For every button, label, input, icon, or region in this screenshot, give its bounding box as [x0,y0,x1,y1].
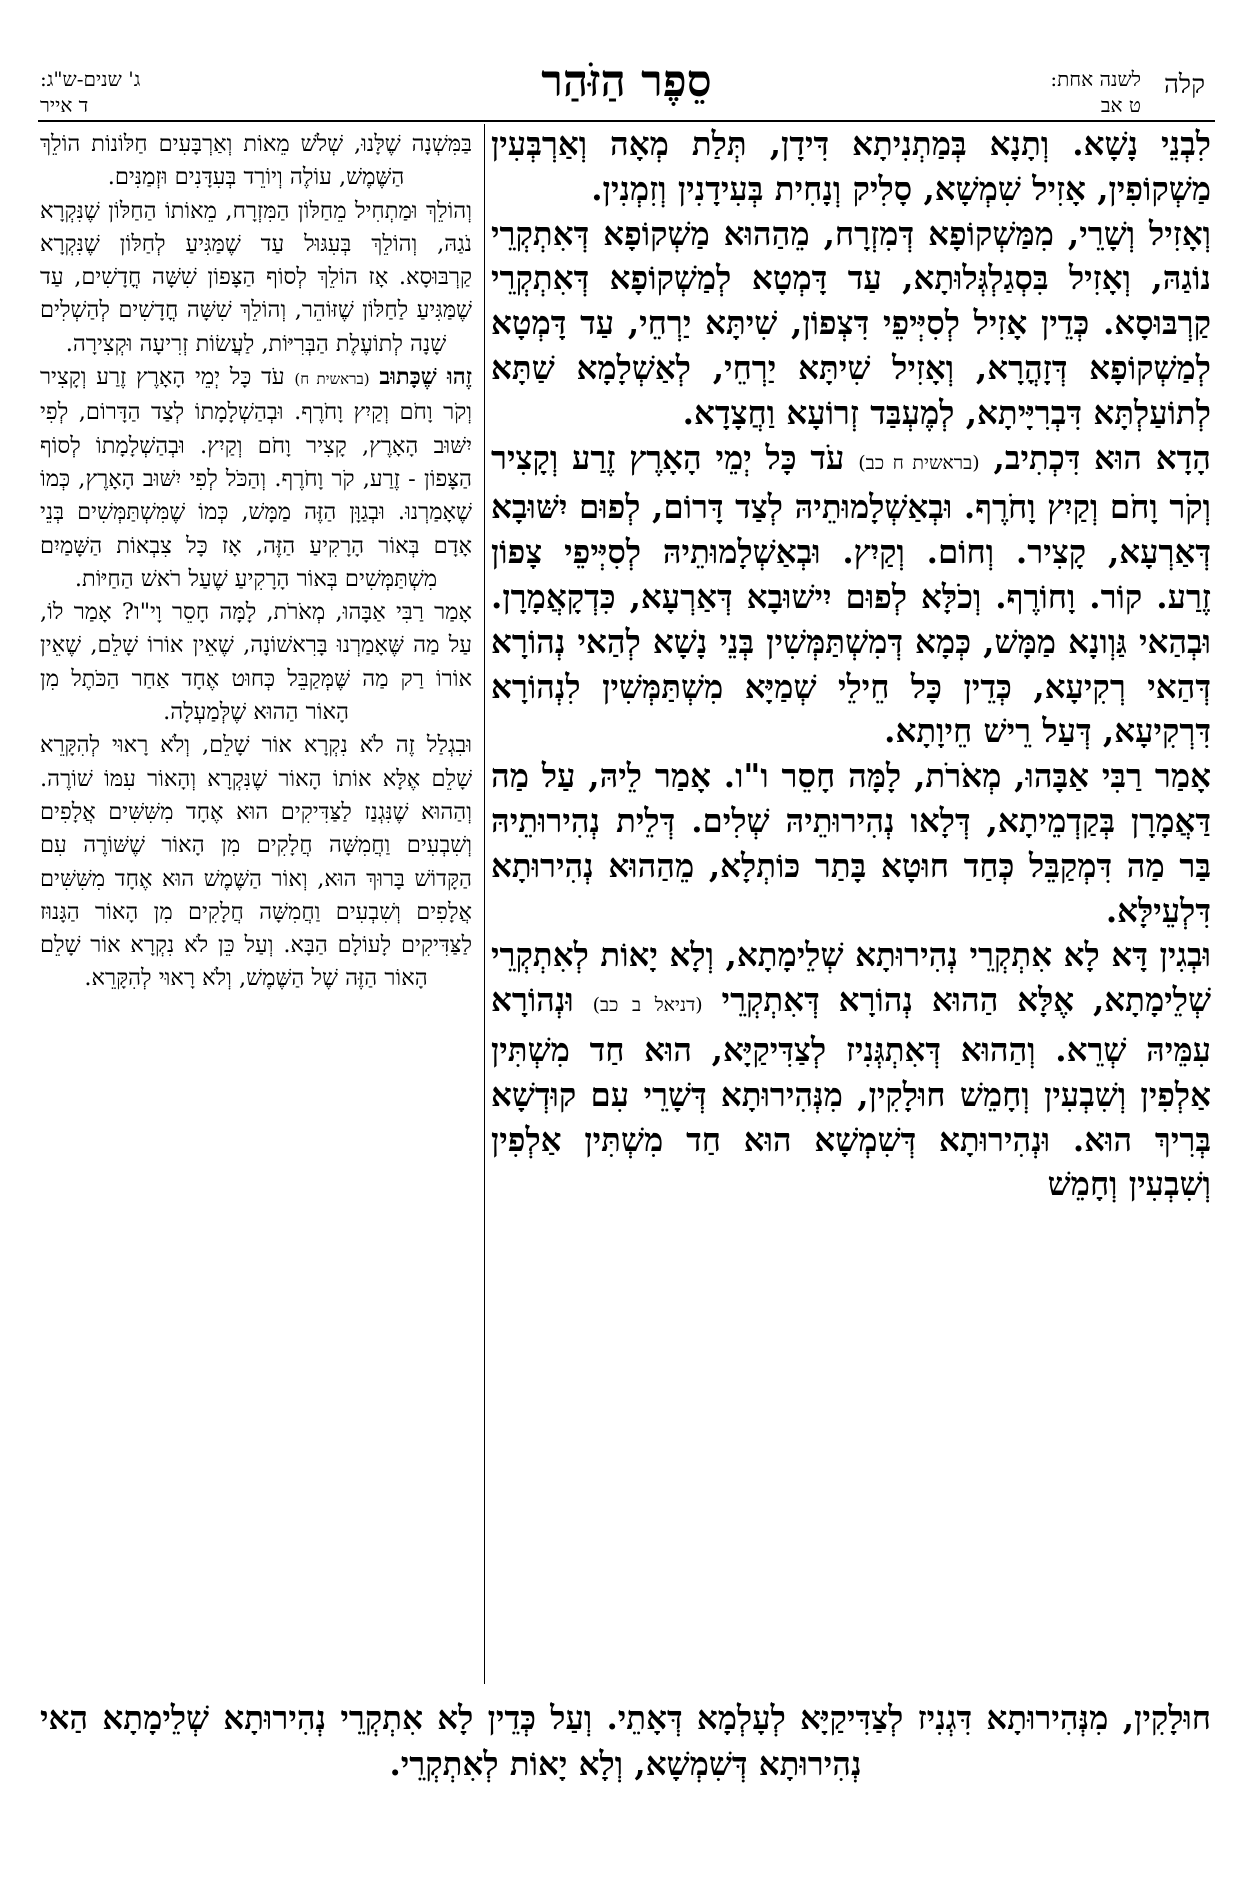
aramaic-continuation [40,1695,1211,1787]
schedule-three-years: ג' שנים-ש"ג: [40,67,141,91]
column-divider [484,124,485,1684]
book-title: סֵפֶר הַזֹּהַר [541,56,712,107]
aramaic-paragraph-2: וְאָזִיל וְשָׁרֵי, מִמַּשְׁקוֹפָא דְּמִזְרָח, מֵהַהוּא מַשְׁקוֹפָא דְּאִתְקְרֵי נוֹגַהּ, וְאָזִיל בִּסְגַלְגְּלוּתָא, עַד דָּמְטָא לְמַשְׁקוֹפָא דְּאִתְקְרֵי קַרְבּוּסָא. כְּדֵין אָזִיל לְסִיְּיפֵי דִּצְפוֹן, שִׁיתָּא יַרְחֵי, עַד דָּמְטָא לְמַשְׁקוֹפָא דְּזָהֳרָא, וְאָזִיל שִׁיתָּא יַרְחֵי, לְאַשְׁלָמָא שַׁתָּא לְתוֹעַלְתָּא דִּבְרִיָּיתָא, לְמֶעְבַּד זְרוֹעָא וַחֲצָדָא. [491,213,1211,432]
aramaic-bottom-paragraph: חוּלָקִין, מִנְּהִירוּתָא דִּגְנִיז לְצַדִּיקַיָּא לְעָלְמָא דְּאָתֵי. וְעַל כְּדֵין לָא אִתְקְרֵי נְהִירוּתָא שְׁלֵימָתָא הַאי נְהִירוּתָא דְּשִׁמְשָׁא, וְלָא יָאוֹת לְאִתְקְרֵי. [40,1698,1211,1783]
verse-citation: (בראשית ח כב) [858,451,980,474]
aramaic-paragraph-3 [491,436,1211,755]
aramaic-paragraph-5 [491,933,1211,1207]
hebrew-translation-column [40,128,472,996]
header-schedule-left [40,66,270,118]
aramaic-paragraph-4: אָמַר רַבִּי אַבָּהוּ, מְאֹרֹת, לָמָּה חָסֵר ו"ו. אָמַר לֵיהּ, עַל מַה דַּאֲמָרָן בְּקַדְמֵיתָא, דְּלָאו נְהִירוּתֵיהּ שְׁלִים. דְּלֵית נְהִירוּתֵיהּ בַּר מַה דִּמְקַבֵּל כְּחַד חוּטָא בָּתַר כּוֹתְלָא, מֵהַהוּא נְהִירוּתָא דִּלְעֵילָּא. [491,756,1211,930]
schedule-three-years-date: ד אייר [40,93,89,117]
hebrew-paragraph-3-body: עֹד כָּל יְמֵי הָאָרֶץ זֶרַע וְקָצִיר וְקֹר וָחֹם וְקַיִץ וָחֹרֶף. וּבְהַשְׁלָמָתוֹ לְצַד הַדָּרוֹם, לְפִי יִשּׁוּב הָאָרֶץ, קָצִיר וָחֹם וְקַיִץ. וּבְהַשְׁלָמָתוֹ לְסוֹף הַצָּפוֹן - זֶרַע, קֹר וָחֹרֶף. וְהַכֹּל לְפִי יִשּׁוּב הָאָרֶץ, כְּמוֹ שֶׁאָמַרְנוּ. וּבְגַוָּן הַזֶּה מַמָּשׁ, כְּמוֹ שֶׁמִּשְׁתַּמְּשִׁים בְּנֵי אָדָם בְּאוֹר הָרָקִיעַ הַזֶּה, אָז כָּל צִבְאוֹת הַשָּׁמַיִם מִשְׁתַּמְּשִׁים בְּאוֹר הָרָקִיעַ שֶׁעַל רֹאשׁ הַחַיּוֹת. [40,364,472,592]
hebrew-paragraph-4: אָמַר רַבִּי אַבָּהוּ, מְאֹרֹת, לָמָּה חָסֵר וָי"ו? אָמַר לוֹ, עַל מַה שֶּׁאָמַרְנוּ בָּרִאשׁוֹנָה, שֶׁאֵין אוֹרוֹ שָׁלֵם, שֶׁאֵין אוֹרוֹ רַק מַה שֶּׁמְּקַבֵּל כְּחוּט אֶחָד אַחַר הַכֹּתֶל מִן הָאוֹר הַהוּא שֶׁלְּמַעְלָה. [40,599,472,726]
verse-citation-daniel: (דניאל ב כב) [592,994,703,1017]
schedule-one-year-date: ט אב [1100,93,1141,117]
aramaic-main-column [491,122,1211,1207]
hebrew-paragraph-2: וְהוֹלֵךְ וּמַתְחִיל מֵחַלּוֹן הַמִּזְרָח, מֵאוֹתוֹ הַחַלּוֹן שֶׁנִּקְרָא נֹגַהּ, וְהוֹלֵךְ בְּעִגּוּל עַד שֶׁמַּגִּיעַ לְחַלּוֹן שֶׁנִּקְרָא קַרְבּוּסָא. אָז הוֹלֵךְ לְסוֹף הַצָּפוֹן שִׁשָּׁה חֳדָשִׁים, עַד שֶׁמַּגִּיעַ לַחַלּוֹן שֶׁזּוֹהֵר, וְהוֹלֵךְ שִׁשָּׁה חֳדָשִׁים לְהַשְׁלִים שָׁנָה לְתוֹעֶלֶת הַבְּרִיּוֹת, לַעֲשׂוֹת זְרִיעָה וּקְצִירָה. [40,197,472,357]
aramaic-paragraph-3-body: עֹד כָּל יְמֵי הָאָרֶץ זֶרַע וְקָצִיר וְקֹר וָחֹם וְקַיִץ וָחֹרֶף. וּבְאַשְׁלָמוּתֵיהּ לְצַד דָּרוֹם, לְפוּם יִשּׁוּבָא דְּאַרְעָא, קָצִיר. וְחוֹם. וְקַיִץ. וּבְאַשְׁלָמוּתֵיהּ לְסִיְּיפֵי צָפוֹן זֶרַע. קוֹר. וָחוֹרֶף. וְכֹלָּא לְפוּם יִישׁוּבָא דְּאַרְעָא, כִּדְקָאֲמָרָן. וּבְהַאי גַּוְונָא מַמָּשׁ, כְּמָא דְּמִשְׁתַּמְּשִׁין בְּנֵי נָשָׁא לְהַאי נְהוֹרָא דְּהַאי רְקִיעָא, כְּדֵין כָּל חֵילֵי שְׁמַיָּא מִשְׁתַּמְּשִׁין לִנְהוֹרָא דִּרְקִיעָא, דְּעַל רֵישׁ חֵיוָתָא. [491,437,1211,751]
hebrew-paragraph-3 [40,361,472,596]
schedule-one-year: לשנה אחת: [1050,67,1141,91]
hebrew-paragraph-5: וּבִגְלַל זֶה לֹא נִקְרָא אוֹר שָׁלֵם, וְלֹא רָאוּי לְהִקָּרֵא שָׁלֵם אֶלָּא אוֹתוֹ הָאוֹר שֶׁנִּקְרָא וְהָאוֹר עִמּוֹ שׁוֹרֶה. וְהַהוּא שֶׁנִּגְנַז לַצַּדִּיקִים הוּא אֶחָד מִשִּׁשִּׁים אֲלָפִים וְשִׁבְעִים וַחֲמִשָּׁה חֲלָקִים מִן הָאוֹר שֶׁשּׁוֹרֶה עִם הַקָּדוֹשׁ בָּרוּךְ הוּא, וְאוֹר הַשֶּׁמֶשׁ הוּא אֶחָד מִשִּׁשִּׁים אֲלָפִים וְשִׁבְעִים וַחֲמִשָּׁה חֲלָקִים מִן הָאוֹר הַגָּנוּז לַצַּדִּיקִים לָעוֹלָם הַבָּא. וְעַל כֵּן לֹא נִקְרָא אוֹר שָׁלֵם הָאוֹר הַזֶּה שֶׁל הַשֶּׁמֶשׁ, וְלֹא רָאוּי לְהִקָּרֵא. [40,732,473,992]
hebrew-verse-citation: (בראשית ח) [294,370,370,389]
hebrew-paragraph-1: בַּמִּשְׁנָה שֶׁלָּנוּ, שְׁלֹשׁ מֵאוֹת וְאַרְבָּעִים חַלּוֹנוֹת הוֹלֵךְ הַשֶּׁמֶשׁ, עוֹלֶה וְיוֹרֵד בְּעִדָּנִים וּזְמַנִּים. [40,131,472,191]
hebrew-paragraph-3-lead: זֶהוּ שֶׁכָּתוּב [379,364,473,391]
aramaic-paragraph-3-lead: הָדָא הוּא דִּכְתִיב, [993,437,1211,477]
page-number: קלה [1163,70,1205,100]
aramaic-paragraph-5-lead: וּבְגִין דָּא לָא אִתְקְרֵי נְהִירוּתָא שְׁלֵימָתָא, וְלָא יָאוֹת לְאִתְקְרֵי שְׁלֵימָתָא, אֶלָּא הַהוּא נְהוֹרָא דְּאִתְקְרֵי [491,935,1211,1020]
aramaic-paragraph-1: לִבְנֵי נָשָׁא. וְתָנָא בְּמַתְנִיתָא דִּידָן, תְּלַת מְאָה וְאַרְבְּעִין מַשְׁקוֹפִין, אָזִיל שִׁמְשָׁא, סָלִיק וְנָחִית בְּעִידָנִין וְזִמְנִין. [491,124,1211,208]
aramaic-paragraph-5-body: וּנְהוֹרָא עִמֵּיהּ שְׁרֵא. וְהַהוּא דְּאִתְגְּנִיז לְצַדִּיקַיָּא, הוּא חַד מִשְׁתִּין אַלְפִין וְשִׁבְעִין וְחָמֵשׁ חוּלָקִין, מִנְּהִירוּתָא דְּשָׁרֵי עִם קוּדְשָׁא בְּרִיךְ הוּא. וּנְהִירוּתָא דְּשִׁמְשָׁא הוּא חַד מִשְׁתִּין אַלְפִין וְשִׁבְעִין וְחָמֵשׁ [491,980,1211,1204]
